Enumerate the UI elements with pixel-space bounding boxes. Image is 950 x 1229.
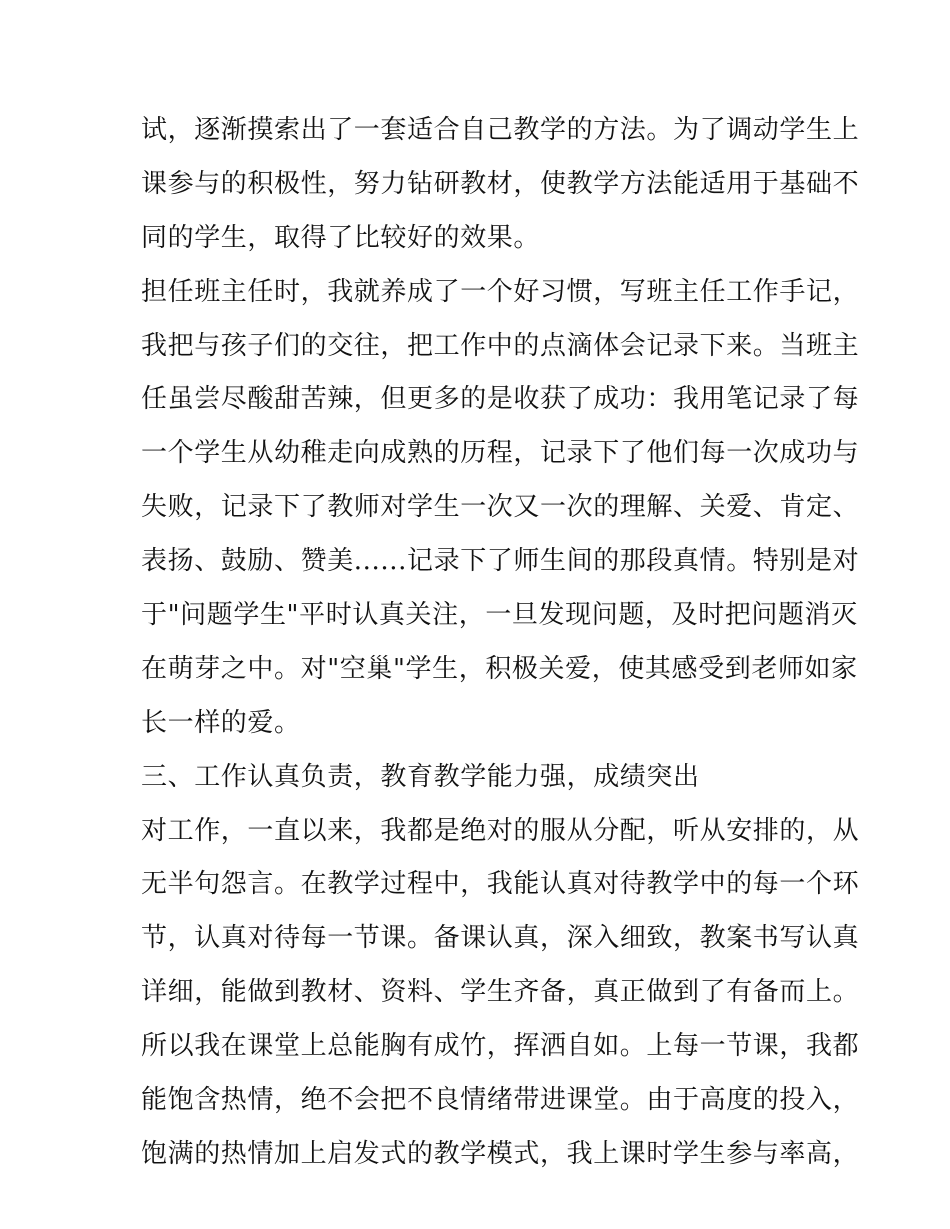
text-line: 对工作，一直以来，我都是绝对的服从分配，听从安排的，从	[141, 815, 860, 846]
text-line: 试，逐渐摸索出了一套适合自己教学的方法。为了调动学生上	[141, 115, 860, 145]
text-line: 详细，能做到教材、资料、学生齐备，真正做到了有备而上。	[141, 977, 860, 1008]
text-line: 表扬、鼓励、赞美......记录下了师生间的那段真情。特别是对	[141, 546, 860, 577]
text-line: 能饱含热情，绝不会把不良情绪带进课堂。由于高度的投入，	[141, 1085, 860, 1116]
text-line: 我把与孩子们的交往，把工作中的点滴体会记录下来。当班主	[141, 330, 860, 361]
text-line: 担任班主任时，我就养成了一个好习惯，写班主任工作手记，	[141, 276, 860, 307]
text-line: 饱满的热情加上启发式的教学模式，我上课时学生参与率高，	[141, 1138, 860, 1169]
section-heading: 三、工作认真负责，教育教学能力强，成绩突出	[141, 761, 700, 792]
text-line: 一个学生从幼稚走向成熟的历程，记录下了他们每一次成功与	[141, 438, 860, 469]
text-line: 同的学生，取得了比较好的效果。	[141, 222, 541, 253]
text-line: 失败，记录下了教师对学生一次又一次的理解、关爱、肯定、	[141, 492, 860, 523]
text-line: 在萌芽之中。对"空巢"学生，积极关爱，使其感受到老师如家	[141, 653, 858, 684]
text-line: 无半句怨言。在教学过程中，我能认真对待教学中的每一个环	[141, 869, 860, 900]
text-line: 任虽尝尽酸甜苦辣，但更多的是收获了成功：我用笔记录了每	[141, 384, 860, 415]
text-line: 于"问题学生"平时认真关注，一旦发现问题，及时把问题消灭	[141, 600, 858, 631]
text-line: 节，认真对待每一节课。备课认真，深入细致，教案书写认真	[141, 923, 860, 954]
text-line: 课参与的积极性，努力钻研教材，使教学方法能适用于基础不	[141, 168, 860, 199]
body-text	[141, 108, 860, 1186]
text-line: 所以我在课堂上总能胸有成竹，挥洒自如。上每一节课，我都	[141, 1031, 860, 1062]
text-line: 长一样的爱。	[141, 707, 301, 738]
